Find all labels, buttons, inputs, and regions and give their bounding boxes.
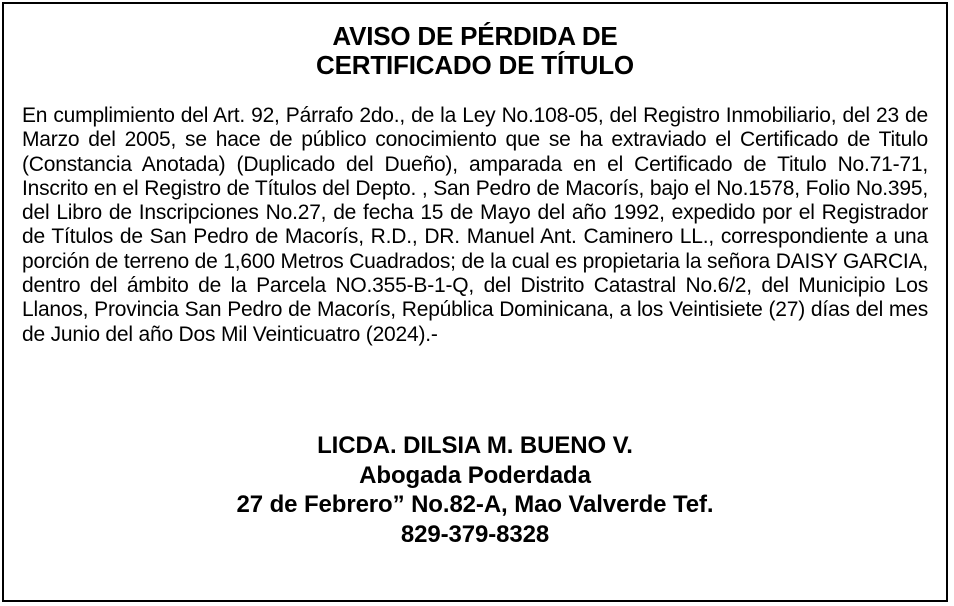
notice-title-line-2: CERTIFICADO DE TÍTULO — [316, 50, 634, 80]
signature-phone: 829-379-8328 — [400, 520, 550, 548]
notice-title — [4, 22, 946, 80]
signature-address: 27 de Febrero” No.82-A, Mao Valverde Tef. — [236, 491, 714, 518]
signature-block — [4, 431, 946, 549]
legal-notice-box — [2, 2, 948, 602]
notice-body-text: En cumplimiento del Art. 92, Párrafo 2do., de la Ley No.108-05, del Registro Inmobiliario, del 23 de Marzo del 2005, se hace de público conocimiento que se ha extraviado el Certificado de Titulo (Constancia Anotada) (Duplicado del Dueño), amparada en el Certificado de Titulo No.71-71, Inscrito en el Registro de Títulos del Depto. , San Pedro de Macorís, bajo el No.1578, Folio No.395, del Libro de Inscripciones No.27, de fecha 15 de Mayo del año 1992, expedido por el Registrador de Títulos de San Pedro de Macorís, R.D., DR. Manuel Ant. Caminero LL., correspondiente a una porción de terreno de 1,600 Metros Cuadrados; de la cual es propietaria la señora DAISY GARCIA, dentro del ámbito de la Parcela NO.355-B-1-Q, del Distrito Catastral No.6/2, del Municipio Los Llanos, Provincia San Pedro de Macorís, República Dominicana, a los Veintisiete (27) días del mes de Junio del año Dos Mil Veinticuatro (2024).- — [22, 104, 928, 346]
notice-title-line-1: AVISO DE PÉRDIDA DE — [332, 21, 618, 51]
signature-role: Abogada Poderdada — [359, 461, 591, 489]
signature-name: LICDA. DILSIA M. BUENO V. — [317, 432, 633, 459]
